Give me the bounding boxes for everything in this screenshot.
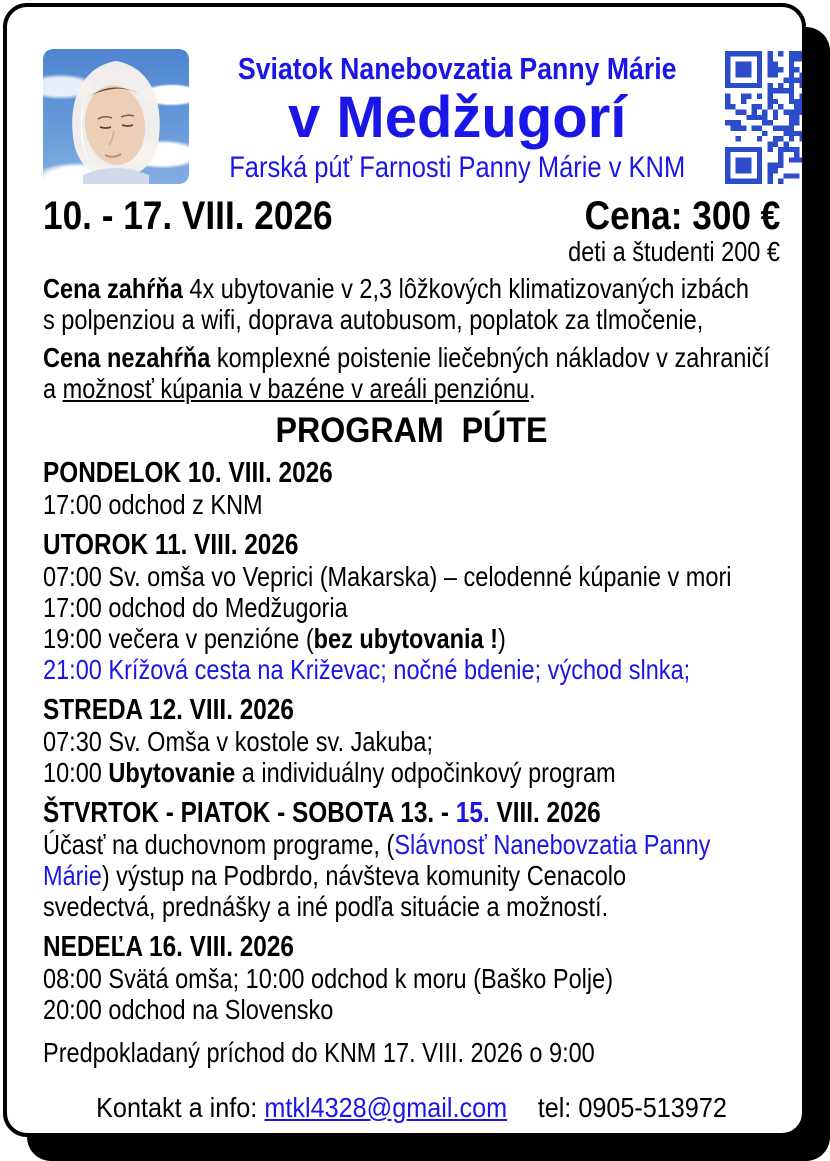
text-segment: 21:00 Krížová cesta na Križevac; nočné bdenie; východ slnka; — [43, 654, 691, 685]
mary-eye-left — [100, 127, 111, 128]
subtitle: Farská púť Farnosti Panny Márie v KNM — [229, 150, 686, 184]
text-segment: 15. — [455, 797, 490, 829]
price-info-section — [43, 273, 780, 404]
text-segment: bez ubytovania ! — [313, 623, 498, 654]
text-segment: 17:00 odchod z KNM — [43, 489, 263, 520]
text-segment: Ubytovanie — [108, 757, 236, 788]
text-segment: Cena zahŕňa — [43, 273, 183, 304]
text-segment: a individuálny odpočinkový program — [235, 757, 616, 788]
program-line — [43, 726, 662, 757]
program-line — [43, 592, 662, 623]
program-day-title — [43, 932, 662, 963]
program-day — [43, 458, 780, 520]
text-segment: UTOROK 11. VIII. 2026 — [43, 529, 299, 561]
program-line — [43, 829, 711, 860]
text-segment: možnosť kúpania v bazéne v areáli penziónu — [62, 373, 530, 404]
title-main: v Medžugorí — [288, 85, 627, 150]
program-day — [43, 798, 780, 922]
program-line — [43, 757, 662, 788]
text-segment: komplexné poistenie liečebných nákladov v zahraničí — [210, 342, 770, 373]
price-main: Cena: 300 € — [584, 194, 780, 238]
text-segment: svedectvá, prednášky a iné podľa situácie a možností. — [43, 891, 609, 922]
text-segment: 4x ubytovanie v 2,3 lôžkových klimatizovaných izbách — [182, 273, 749, 304]
text-segment: PONDELOK 10. VIII. 2026 — [43, 457, 333, 489]
program-day-title — [43, 798, 662, 829]
trip-dates: 10. - 17. VIII. 2026 — [43, 194, 333, 238]
text-segment: . — [529, 373, 536, 404]
virgin-mary-illustration — [43, 49, 189, 184]
mary-eye-right — [122, 125, 133, 126]
program-line — [43, 623, 662, 654]
email-link[interactable]: mtkl4328@gmail.com — [264, 1092, 508, 1123]
program-days-section — [43, 458, 780, 1025]
program-day — [43, 695, 780, 788]
paragraph-line — [43, 304, 704, 335]
contact-label: Kontakt a info: — [96, 1092, 258, 1123]
text-segment: NEDEĽA 16. VIII. 2026 — [43, 931, 294, 963]
text-segment: 19:00 večera v penzióne ( — [43, 623, 314, 654]
paragraph-line — [43, 342, 770, 373]
text-segment: ŠTVRTOK - PIATOK - SOBOTA 13. - — [43, 797, 456, 829]
price-students: deti a študenti 200 € — [568, 236, 780, 267]
header-titles — [189, 49, 725, 185]
program-line — [43, 860, 662, 891]
program-day — [43, 932, 780, 1025]
price-row — [43, 195, 780, 237]
text-segment: 10:00 — [43, 757, 109, 788]
text-segment: s polpenziou a wifi, doprava autobusom, poplatok za tlmočenie, — [43, 304, 704, 335]
title-line1: Sviatok Nanebovzatia Panny Márie — [237, 51, 677, 86]
contact-line — [80, 1092, 743, 1123]
text-segment: ) — [497, 623, 506, 654]
text-segment: Márie — [43, 860, 102, 891]
text-segment: 20:00 odchod na Slovensko — [43, 994, 334, 1025]
program-day-title — [43, 458, 662, 489]
price-paragraph — [43, 273, 780, 335]
virgin-mary-photo — [43, 49, 189, 184]
header — [43, 49, 780, 185]
text-segment: 08:00 Svätá omša; 10:00 odchod k moru (Baško Polje) — [43, 963, 614, 994]
program-line — [43, 561, 732, 592]
text-segment: Cena nezahŕňa — [43, 342, 211, 373]
text-segment: 17:00 odchod do Medžugoria — [43, 592, 348, 623]
program-heading: PROGRAM PÚTE — [275, 411, 548, 450]
program-day-title — [43, 530, 662, 561]
text-segment: VIII. 2026 — [489, 797, 601, 829]
paragraph-line — [43, 373, 662, 404]
price-paragraph — [43, 342, 780, 404]
paragraph-line — [43, 273, 749, 304]
text-segment: STREDA 12. VIII. 2026 — [43, 694, 294, 726]
program-line — [43, 891, 662, 922]
text-segment: Účasť na duchovnom programe, ( — [43, 829, 395, 860]
text-segment: ) výstup na Podbrdo, návšteva komunity Cenacolo — [101, 860, 627, 891]
flyer-card — [3, 3, 806, 1137]
program-line — [43, 994, 662, 1025]
arrival-note: Predpokladaný príchod do KNM 17. VIII. 2026 o 9:00 — [43, 1037, 595, 1068]
qr-code-graphic — [725, 51, 806, 184]
program-line — [43, 489, 662, 520]
text-segment: 07:30 Sv. Omša v kostole sv. Jakuba; — [43, 726, 434, 757]
text-segment: 07:00 Sv. omša vo Veprici (Makarska) – celodenné kúpanie v mori — [43, 561, 732, 592]
program-day-title — [43, 695, 662, 726]
phone-number: tel: 0905-513972 — [537, 1092, 727, 1123]
qr-code-icon — [725, 51, 806, 184]
program-line — [43, 963, 662, 994]
text-segment: a — [43, 373, 63, 404]
program-day — [43, 530, 780, 685]
program-line — [43, 654, 691, 685]
text-segment: Slávnosť Nanebovzatia Panny — [394, 829, 711, 860]
